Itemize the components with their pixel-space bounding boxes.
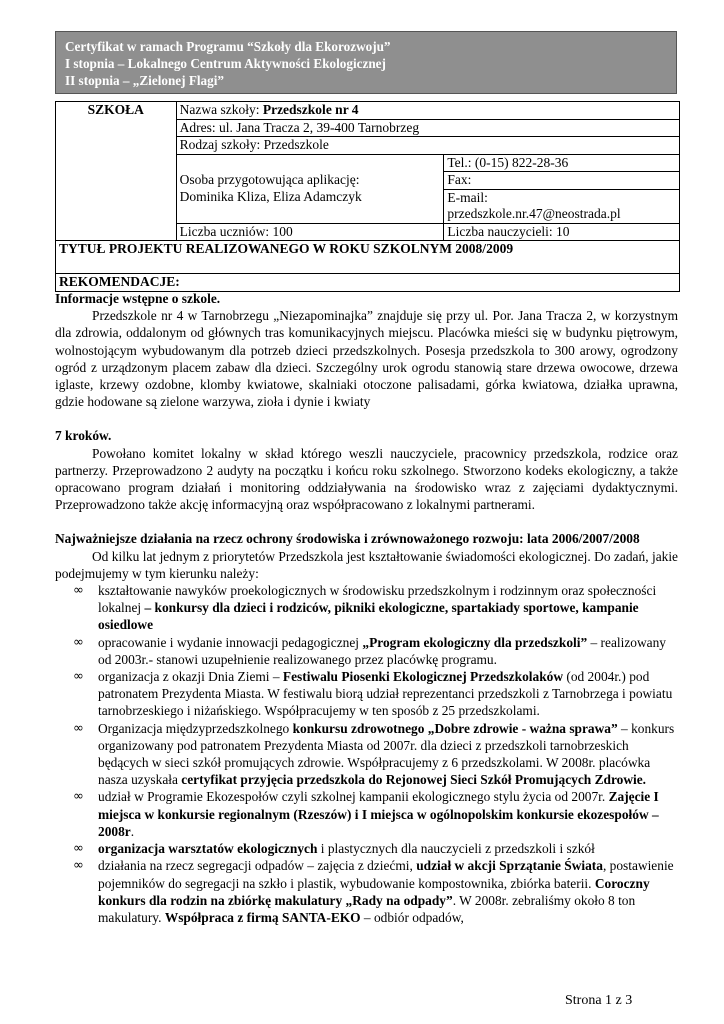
infinity-bullet-icon: ∞ <box>73 841 84 857</box>
document-body <box>55 290 678 926</box>
school-label-cell: SZKOŁA <box>56 102 177 241</box>
list-item: ∞ kształtowanie nawyków proekologicznych w środowisku przedszkolnym i rodzinnym oraz społeczności lokalnej – konkursy dla dzieci i rodziców, pikniki ekologiczne, spartakiady sportowe, kampanie osiedlowe <box>73 583 657 633</box>
email-label: E-mail: <box>447 189 488 205</box>
actions-list <box>55 582 678 926</box>
contact-person-label: Osoba przygotowująca aplikację: <box>179 172 360 187</box>
school-name-cell <box>176 102 679 120</box>
steps-heading: 7 kroków. <box>55 428 112 444</box>
contact-person-names: Dominika Kliza, Eliza Adamczyk <box>179 188 362 204</box>
infinity-bullet-icon: ∞ <box>73 858 84 874</box>
school-name-value: Przedszkole nr 4 <box>262 102 359 117</box>
intro-heading: Informacje wstępne o szkole. <box>55 291 221 306</box>
steps-paragraph: Powołano komitet lokalny w skład którego weszli nauczyciele, pracownicy przedszkola, rodzice oraz partnerzy. Przeprowadzono 2 audyty na początku i końcu roku szkolnego. Stworzono kodeks ekologiczny, a także opracowano program działań i monitoring oddziaływania na środowisko wraz z zajęciami dydaktycznymi. Przeprowadzono także akcję informacyjną oraz współpracowano z lokalnymi partnerami. <box>55 445 678 513</box>
fax-field: Fax: <box>444 172 679 190</box>
list-item: ∞ działania na rzecz segregacji odpadów – zajęcia z dziećmi, udział w akcji Sprzątanie Świata, postawienie pojemników do segregacji na szkło i plastik, wybudowanie kompostownika, zbiórka baterii. Coroczny konkurs dla rodzin na zbiórkę makulatury „Rady na odpady”. W 2008r. zebraliśmy około 8 ton makulatury. Współpraca z firmą SANTA-EKO – odbiór odpadów, <box>73 858 674 925</box>
intro-paragraph: Przedszkole nr 4 w Tarnobrzegu „Niezapominajka” znajduje się przy ul. Por. Jana Tracza 2, w korzystnym dla zdrowia, oddalonym od głównych tras komunikacyjnych miejscu. Placówka mieści się w budynku piętrowym, wolnostojącym wybudowanym dla potrzeb dzieci przedszkolnych. Posesja przedszkola to 300 arowy, ogrodzony ogród z urządzonym placem zabaw dla dzieci. Szczególny urok ogrodu stanowią stare drzewa owocowe, drzewa iglaste, krzewy ozdobne, klomby kwiatowe, skalniaki otoczone palisadami, górka kwiatowa, działka uprawna, gdzie hodowane są zielone warzywa, zioła i dynie i kwiaty <box>55 308 678 410</box>
email-value: przedszkole.nr.47@neostrada.pl <box>447 206 621 221</box>
actions-intro: Od kilku lat jednym z priorytetów Przedszkola jest kształtowanie świadomości ekologicznej. Do zadań, jakie podejmujemy w tym kierunku należy: <box>55 548 678 581</box>
contact-person-cell <box>176 154 444 223</box>
recommendations-cell: REKOMENDACJE: <box>56 274 680 292</box>
teachers-count-cell: Liczba nauczycieli: 10 <box>444 223 680 241</box>
fax-email-cell <box>444 172 680 224</box>
certificate-header <box>55 31 677 94</box>
header-line-1: Certyfikat w ramach Programu “Szkoły dla Ekorozwoju” <box>65 39 391 54</box>
list-item: ∞ organizacja warsztatów ekologicznych i plastycznych dla nauczycieli z przedszkoli i szkół <box>73 841 595 857</box>
phone-cell: Tel.: (0-15) 822-28-36 <box>444 154 680 172</box>
school-type-cell: Rodzaj szkoły: Przedszkole <box>176 137 679 155</box>
list-item: ∞ opracowanie i wydanie innowacji pedagogicznej „Program ekologiczny dla przedszkoli” – realizowany od 2003r.- stanowi uzupełnienie realizowanego przez placówkę programu. <box>73 634 666 667</box>
header-line-3: II stopnia – „Zielonej Flagi” <box>65 73 224 88</box>
page-number: Strona 1 z 3 <box>565 993 633 1008</box>
infinity-bullet-icon: ∞ <box>73 789 84 805</box>
infinity-bullet-icon: ∞ <box>73 583 84 599</box>
list-item: ∞ organizacja z okazji Dnia Ziemi – Festiwalu Piosenki Ekologicznej Przedszkolaków (od 2004r.) pod patronatem Prezydenta Miasta. W festiwalu biorą udział reprezentanci przedszkoli z Tarnobrzega i powiatu tarnobrzeskiego i niżańskiego. Współpracujemy w ten sposób z 25 przedszkolami. <box>73 669 673 719</box>
infinity-bullet-icon: ∞ <box>73 720 84 736</box>
school-address-cell: Adres: ul. Jana Tracza 2, 39-400 Tarnobrzeg <box>176 119 679 137</box>
infinity-bullet-icon: ∞ <box>73 634 84 650</box>
school-info-table <box>55 101 680 292</box>
project-title-cell: TYTUŁ PROJEKTU REALIZOWANEGO W ROKU SZKOLNYM 2008/2009 <box>56 241 680 274</box>
actions-heading: Najważniejsze działania na rzecz ochrony środowiska i zrównoważonego rozwoju: lata 2006/2007/2008 <box>55 531 640 547</box>
infinity-bullet-icon: ∞ <box>73 669 84 685</box>
list-item: ∞ udział w Programie Ekozespołów czyli szkolnej kampanii ekologicznego stylu życia od 2007r. Zajęcie I miejsca w konkursie regionalnym (Rzeszów) i I miejsca w ogólnopolskim konkursie ekozespołów – 2008r. <box>73 789 659 839</box>
header-line-2: I stopnia – Lokalnego Centrum Aktywności Ekologicznej <box>65 56 386 71</box>
list-item: ∞ Organizacja międzyprzedszkolnego konkursu zdrowotnego „Dobre zdrowie - ważna sprawa” – konkurs organizowany pod patronatem Prezydenta Miasta od 2007r. dla dzieci z przedszkoli tarnobrzeskich będących w sieci szkół promujących zdrowie. Współpracujemy z 6 przedszkolami. W 2008r. placówka nasza uzyskała certyfikat przyjęcia przedszkola do Rejonowej Sieci Szkół Promujących Zdrowie. <box>73 720 675 788</box>
students-count-cell: Liczba uczniów: 100 <box>176 223 444 241</box>
school-name-label: Nazwa szkoły: <box>179 102 263 117</box>
